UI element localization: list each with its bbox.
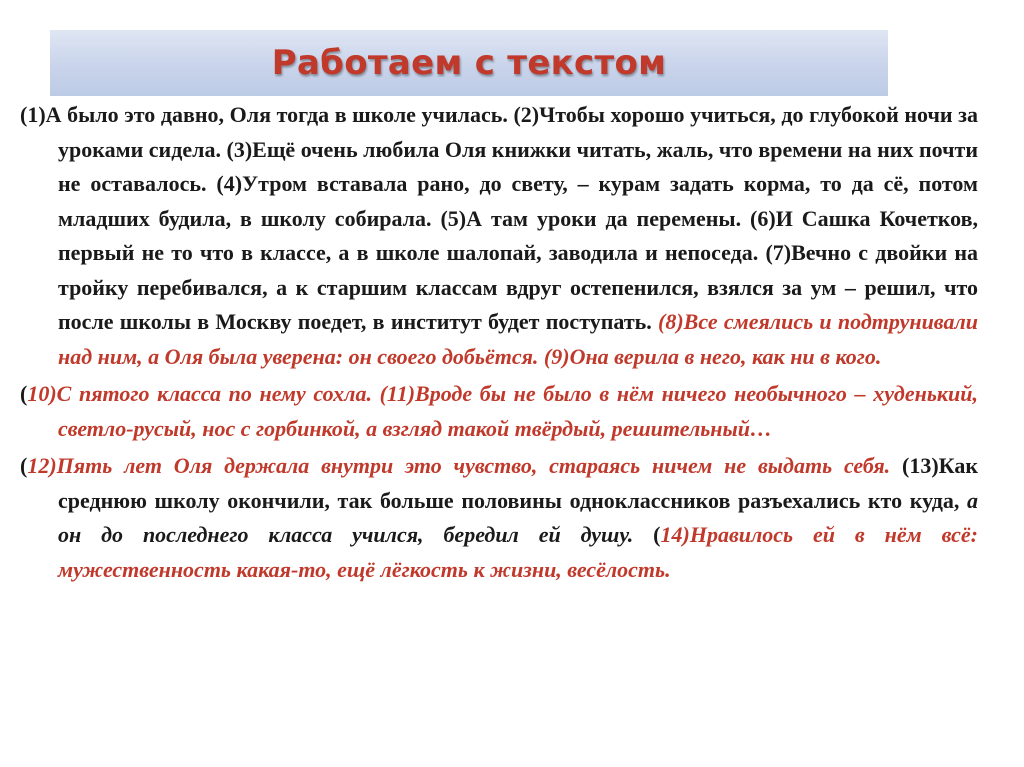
segment: (13)Как среднюю школу окончили, так больше половины одноклассников разъехались кто куда, bbox=[58, 453, 978, 513]
segment-highlight: 12)Пять лет Оля держала внутри это чувство, стараясь ничем не выдать себя. bbox=[27, 453, 891, 478]
title-band bbox=[50, 30, 888, 96]
segment: (1)А было это давно, Оля тогда в школе училась. (2)Чтобы хорошо учиться, до глубокой ночи за уроками сидела. (3)Ещё очень любила Оля книжки читать, жаль, что времени на них почти не оставалось. (4)Утром вставала рано, до свету, – курам задать корма, то да сё, потом младших будила, в школу собирала. (5)А там уроки да перемены. (6)И Сашка Кочетков, первый не то что в классе, а в школе шалопай, заводила и непоседа. (7)Вечно с двойки на тройку перебивался, а к старшим классам вдруг остепенился, взялся за ум – решил, что после школы в Москву поедет, в институт будет поступать. bbox=[20, 102, 978, 334]
text-body bbox=[20, 98, 978, 587]
segment-highlight: 14)Нравилось ей в нём всё: мужественность какая-то, ещё лёгкость к жизни, весёлость. bbox=[58, 522, 979, 582]
paragraph-1 bbox=[20, 98, 978, 374]
segment-highlight: (8)Все смеялись и подтрунивали над ним, а Оля была уверена: он своего добьётся. (9)Она верила в него, как ни в кого. bbox=[58, 309, 979, 369]
segment-italic: а он до последнего класса учился, бередил ей душу. bbox=[58, 487, 978, 547]
segment: ( bbox=[20, 453, 28, 478]
paragraph-3 bbox=[20, 449, 978, 587]
paragraph-2 bbox=[20, 377, 978, 446]
slide-title: Работаем с текстом bbox=[271, 43, 667, 83]
segment: ( bbox=[20, 381, 28, 406]
segment: ( bbox=[633, 522, 661, 547]
segment-highlight: 10)С пятого класса по нему сохла. (11)Вроде бы не было в нём ничего необычного – худенький, светло-русый, нос с горбинкой, а взгляд такой твёрдый, решительный… bbox=[27, 381, 978, 441]
